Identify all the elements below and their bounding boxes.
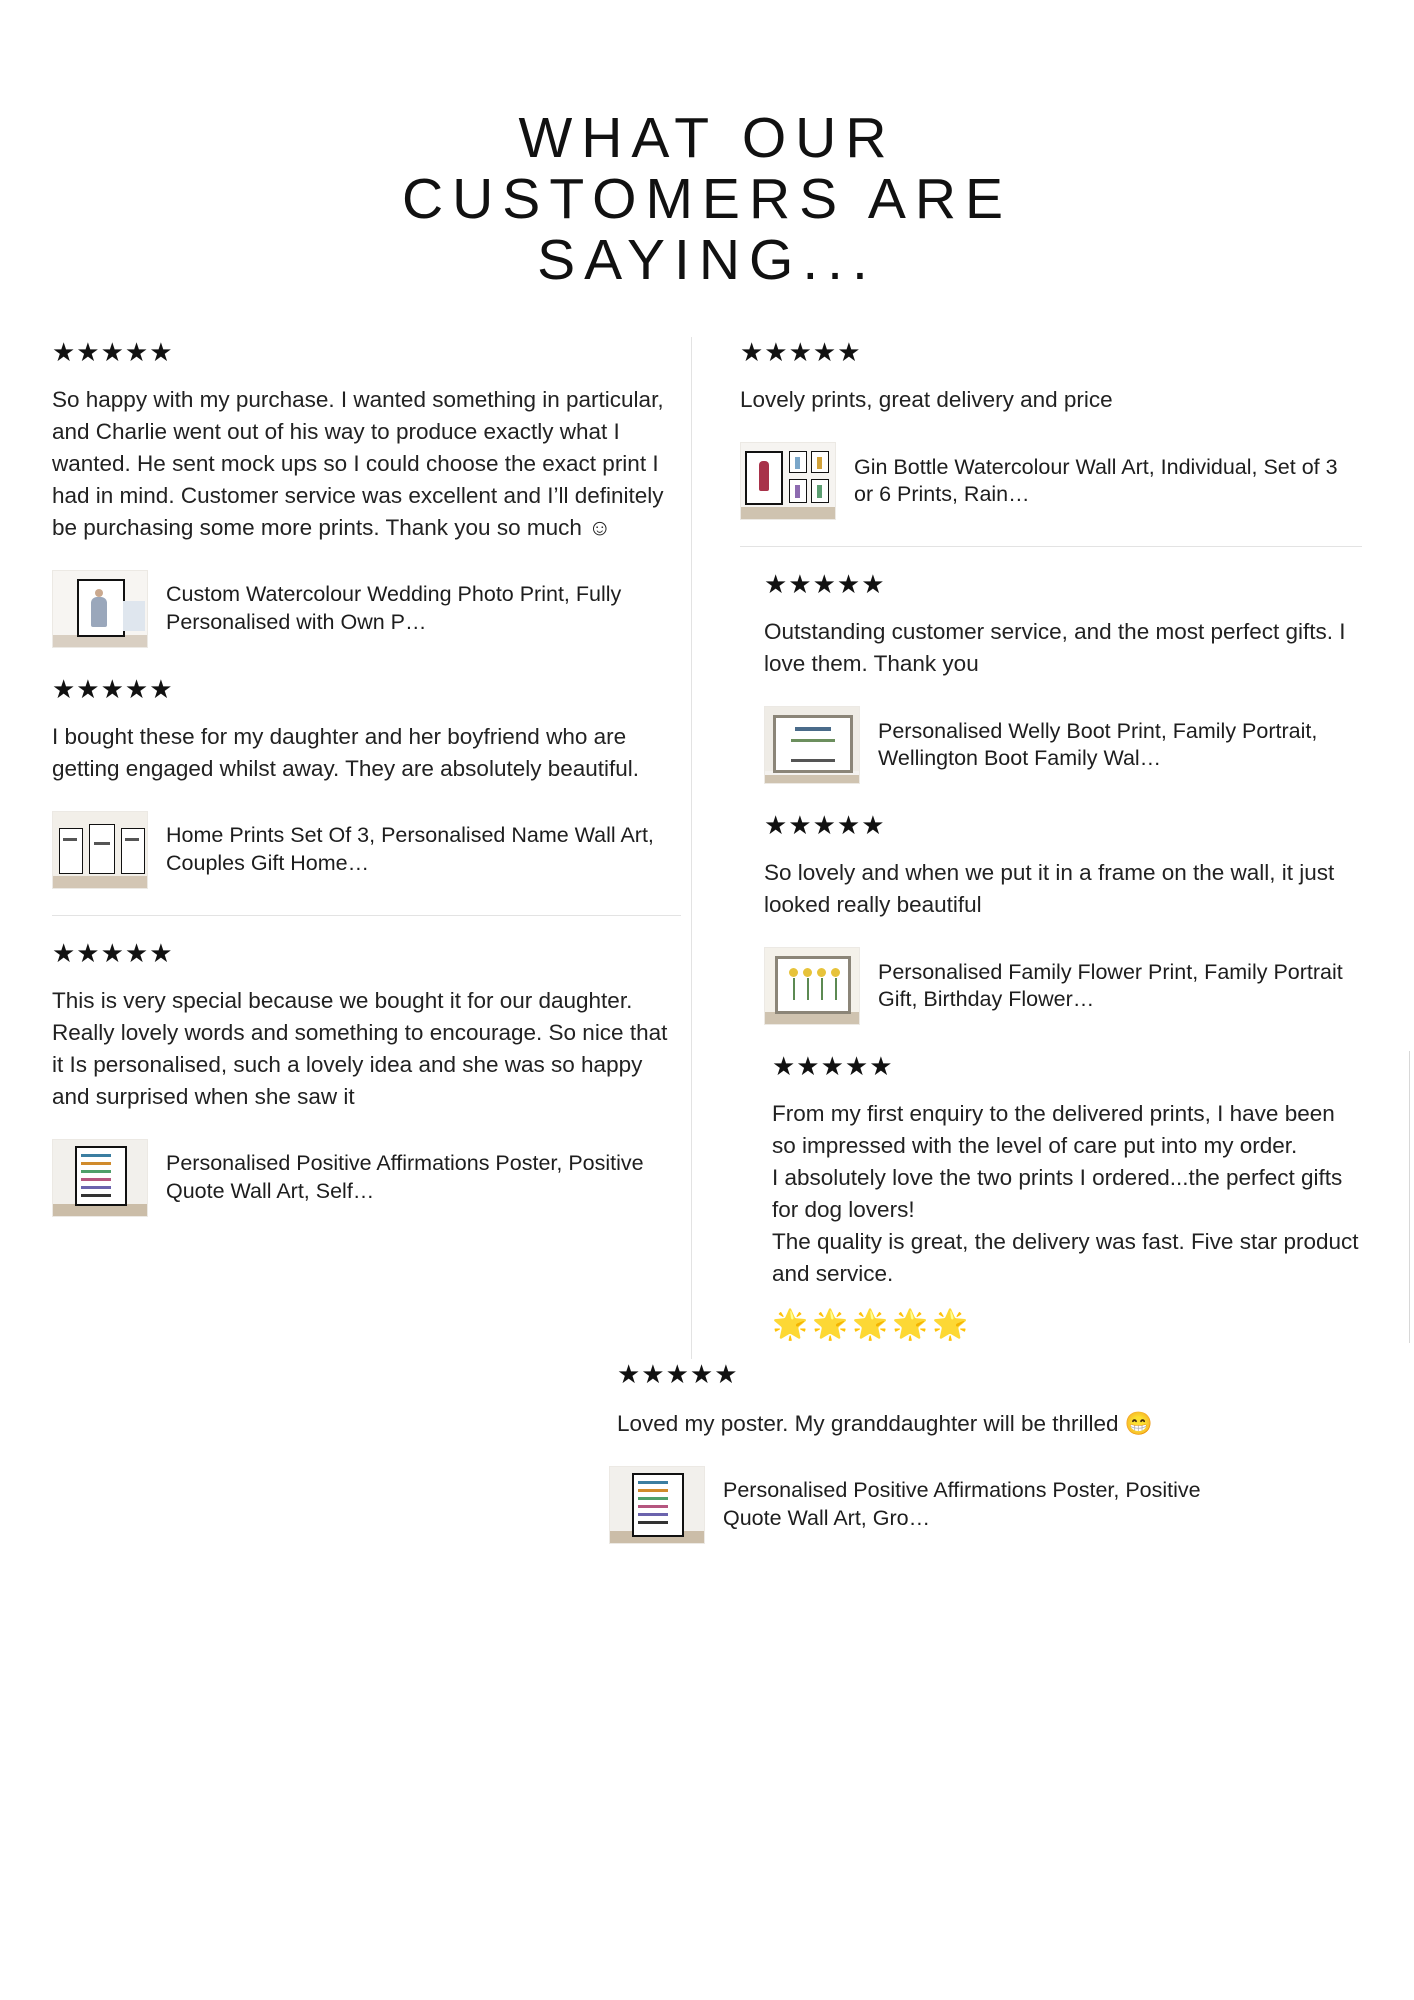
product-title: Gin Bottle Watercolour Wall Art, Individual, Set of 3 or 6 Prints, Rain…: [854, 454, 1338, 507]
product-title: Personalised Welly Boot Print, Family Portrait, Wellington Boot Family Wal…: [878, 718, 1318, 771]
page-title-line-2: CUSTOMERS ARE: [401, 166, 1013, 231]
divider: [52, 915, 681, 916]
review-item: [52, 674, 681, 889]
star-rating-icon: ★★★★★: [764, 810, 886, 841]
review-item: [740, 810, 1362, 1025]
reviews-column-right: [691, 337, 1362, 1359]
star-rating-icon: ★★★★★: [52, 673, 174, 704]
positive-affirmations-poster-thumbnail: [52, 1139, 148, 1217]
star-rating-icon: ★★★★★: [772, 1051, 894, 1082]
page-title: [52, 0, 1362, 291]
product-title: Personalised Positive Affirmations Poster, Positive Quote Wall Art, Gro…: [723, 1478, 1201, 1530]
product-link[interactable]: [764, 706, 1362, 784]
review-item: [52, 938, 681, 1217]
welly-boot-print-thumbnail: [764, 706, 860, 784]
review-item: [740, 337, 1362, 520]
product-title: Personalised Family Flower Print, Family Portrait Gift, Birthday Flower…: [878, 959, 1343, 1012]
product-link[interactable]: [52, 570, 681, 648]
review-item: [307, 1358, 1201, 1544]
reviews-column-left: [52, 337, 691, 1243]
review-text: So lovely and when we put it in a frame on the wall, it just looked really beautiful: [764, 860, 1335, 918]
divider: [740, 546, 1362, 547]
product-title: Home Prints Set Of 3, Personalised Name Wall Art, Couples Gift Home…: [166, 823, 654, 875]
review-item: [740, 569, 1362, 784]
review-text: Loved my poster. My granddaughter will be thrilled 😁: [617, 1411, 1153, 1436]
review-text-line-2: I absolutely love the two prints I ordered...the perfect gifts for dog lovers!: [772, 1165, 1343, 1223]
star-rating-icon: ★★★★★: [740, 336, 862, 367]
page-title-line-1: WHAT OUR: [518, 106, 896, 170]
product-link[interactable]: [740, 442, 1362, 520]
review-text-line-1: From my first enquiry to the delivered prints, I have been so impressed with the level of care put into my order.: [772, 1101, 1335, 1159]
page-title-line-3: SAYING...: [537, 227, 877, 292]
reviews-columns: [52, 337, 1362, 1359]
product-link[interactable]: [609, 1466, 1229, 1544]
star-rating-icon: ★★★★★: [52, 937, 174, 968]
product-link[interactable]: [52, 1139, 681, 1217]
gin-bottle-watercolour-thumbnail: [740, 442, 836, 520]
review-text: Outstanding customer service, and the most perfect gifts. I love them. Thank you: [764, 619, 1346, 677]
emoji-star-rating-icon: 🌟🌟🌟🌟🌟: [772, 1309, 973, 1342]
review-item: [52, 337, 681, 648]
star-rating-icon: ★★★★★: [617, 1358, 739, 1389]
positive-affirmations-poster-thumbnail: [609, 1466, 705, 1544]
wedding-photo-print-thumbnail: [52, 570, 148, 648]
star-rating-icon: ★★★★★: [52, 336, 174, 367]
divider: [1409, 1051, 1410, 1343]
product-title: Personalised Positive Affirmations Poster, Positive Quote Wall Art, Self…: [166, 1151, 644, 1203]
star-rating-icon: ★★★★★: [764, 569, 886, 600]
home-prints-set-of-3-thumbnail: [52, 811, 148, 889]
product-link[interactable]: [764, 947, 1362, 1025]
review-text: This is very special because we bought it for our daughter. Really lovely words and something to encourage. So nice that it Is personalised, such a lovely idea and she was so happy and surprised when she saw it: [52, 988, 668, 1109]
family-flower-print-thumbnail: [764, 947, 860, 1025]
review-item: [740, 1051, 1362, 1343]
review-text-line-3: The quality is great, the delivery was fast. Five star product and service.: [772, 1229, 1359, 1287]
review-text: I bought these for my daughter and her boyfriend who are getting engaged whilst away. They are absolutely beautiful.: [52, 724, 640, 781]
review-text: Lovely prints, great delivery and price: [740, 387, 1113, 413]
product-link[interactable]: [52, 811, 681, 889]
review-text: So happy with my purchase. I wanted something in particular, and Charlie went out of his way to produce exactly what I wanted. He sent mock ups so I could choose the exact print I had in mind. Customer service was excellent and I’ll definitely be purchasing some more prints. Thank you so much ☺: [52, 387, 664, 540]
product-title: Custom Watercolour Wedding Photo Print, Fully Personalised with Own P…: [166, 582, 622, 634]
